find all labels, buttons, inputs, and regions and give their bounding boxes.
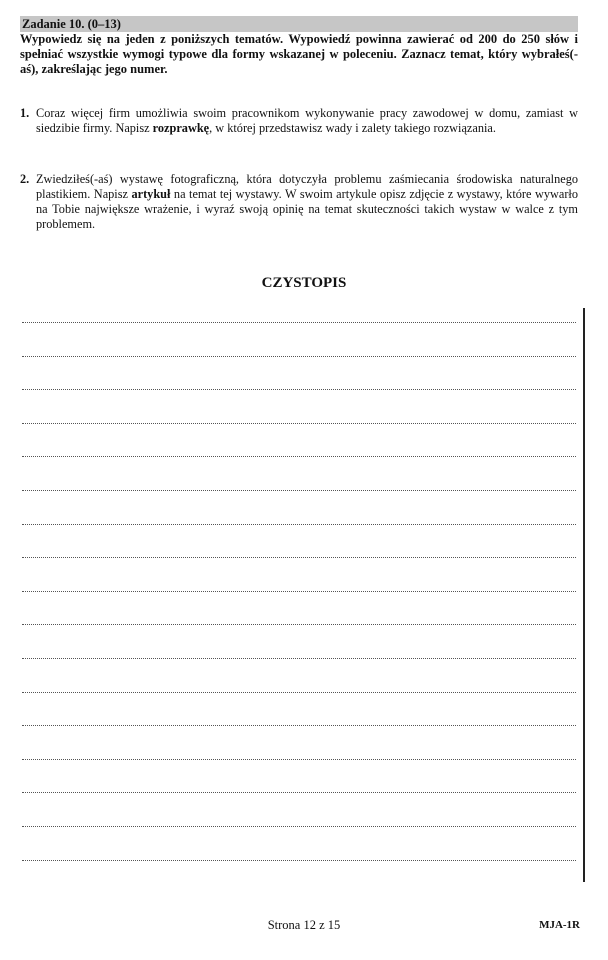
answer-line[interactable] — [22, 792, 576, 793]
answer-line[interactable] — [22, 456, 576, 457]
answer-line[interactable] — [22, 356, 576, 357]
answer-line[interactable] — [22, 389, 576, 390]
answer-line[interactable] — [22, 524, 576, 525]
answer-line[interactable] — [22, 860, 576, 861]
margin-rule — [583, 308, 585, 882]
answer-line[interactable] — [22, 591, 576, 592]
answer-line[interactable] — [22, 624, 576, 625]
task-instructions: Wypowiedz się na jeden z poniższych tematów. Wypowiedź powinna zawierać od 200 do 250 słów i spełniać wszystkie wymogi typowe dla formy wskazanej w poleceniu. Zaznacz temat, który wybrałeś(-aś), zakreślając jego numer. — [20, 32, 578, 76]
topic-text-after: , w której przedstawisz wady i zalety takiego rozwiązania. — [209, 121, 496, 135]
page-number: Strona 12 z 15 — [267, 918, 341, 932]
answer-line[interactable] — [22, 692, 576, 693]
topic-form: rozprawkę — [152, 121, 210, 135]
topic-option-2[interactable] — [20, 172, 578, 232]
answer-line[interactable] — [22, 759, 576, 760]
answer-line[interactable] — [22, 658, 576, 659]
answer-line[interactable] — [22, 557, 576, 558]
topic-option-1[interactable] — [20, 106, 578, 136]
topic-text-after: na temat tej wystawy. W swoim artykule opisz zdjęcie z wystawy, które wywarło na Tobie największe wrażenie, i wyraź swoją opinię na temat skuteczności takich wystaw w walce z tym problemem. — [36, 187, 578, 231]
answer-line[interactable] — [22, 725, 576, 726]
section-title: CZYSTOPIS — [261, 275, 347, 291]
answer-area[interactable] — [22, 300, 576, 880]
exam-code: MJA-1R — [539, 919, 580, 931]
topic-text-before: Coraz więcej firm umożliwia swoim pracownikom wykonywanie pracy zawodowej w domu, zamiast w siedzibie firmy. Napisz — [36, 106, 578, 135]
topic-form: artykuł — [131, 187, 171, 201]
task-header: Zadanie 10. (0–13) — [20, 16, 578, 32]
answer-line[interactable] — [22, 826, 576, 827]
topic-text-before: Zwiedziłeś(-aś) wystawę fotograficzną, która dotyczyła problemu zaśmiecania środowiska naturalnego plastikiem. Napisz — [36, 172, 578, 201]
answer-line[interactable] — [22, 490, 576, 491]
answer-line[interactable] — [22, 322, 576, 323]
topic-text — [36, 106, 578, 136]
topic-number[interactable]: 1. — [20, 106, 30, 120]
topic-number[interactable]: 2. — [20, 172, 30, 186]
topic-text — [36, 172, 578, 232]
answer-line[interactable] — [22, 423, 576, 424]
